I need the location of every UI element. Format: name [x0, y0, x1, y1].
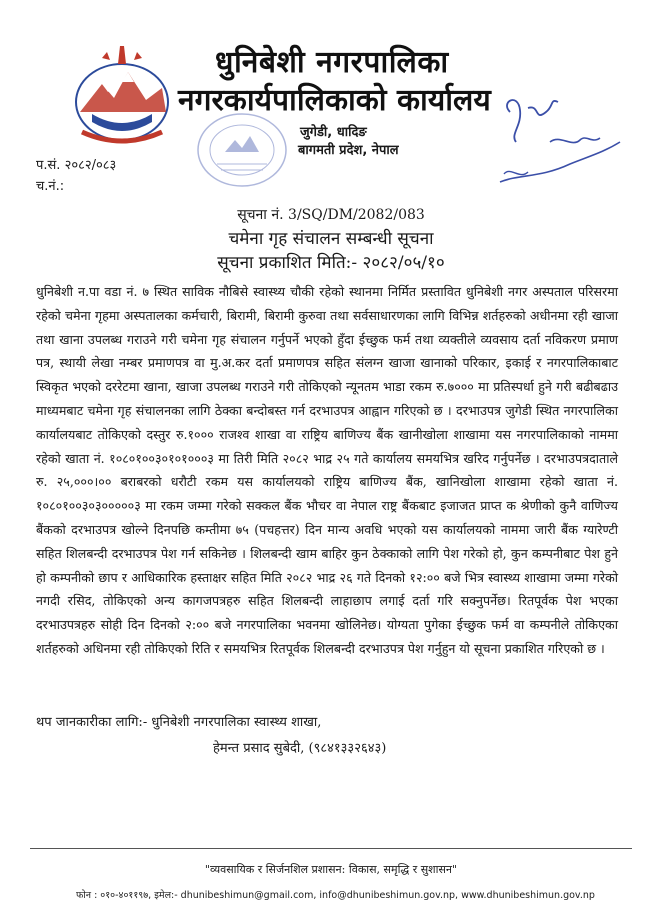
contact-person-line: हेमन्त प्रसाद सुबेदी, (९८४१३३२६४३)	[213, 741, 387, 756]
org-name: धुनिबेशी नगरपालिका	[215, 45, 449, 80]
office-seal	[195, 110, 290, 190]
notice-published-date: सूचना प्रकाशित मिति:- २०८२/०५/१०	[217, 253, 445, 273]
contact-info-line: थप जानकारीका लागि:- धुनिबेशी नगरपालिका स्वास्थ्य शाखा,	[36, 715, 322, 730]
footer-slogan: "व्यवसायिक र सिर्जनशिल प्रशासन: विकास, समृद्धि र सुशासन"	[204, 863, 458, 876]
address-line-2: बागमती प्रदेश, नेपाल	[298, 143, 399, 158]
reference-number: प.सं. २०८२/०८३	[36, 158, 117, 173]
handwritten-signature	[480, 82, 630, 202]
notice-title: चमेना गृह संचालन सम्बन्धी सूचना	[228, 229, 434, 249]
dispatch-number: च.नं.:	[36, 179, 65, 194]
footer-divider	[30, 848, 632, 849]
body-paragraph: धुनिबेशी न.पा वडा नं. ७ स्थित साविक नौबिसे स्वास्थ्य चौकी रहेको स्थानमा निर्मित प्रस्तावित धुनिबेशी नगर अस्पताल परिसरमा रहेको चमेना गृहमा अस्पतालका कर्मचारी, बिरामी, बिरामी कुरुवा तथा सर्वसाधारणका लागि विभिन्न शर्तहरुको अधीनमा रही खाजा तथा खाना उपलब्ध गराउने गरी चमेना गृह संचालन गर्नुपर्ने भएको हुँदा ईच्छुक फर्म तथा व्यक्तीले व्यवसाय दर्ता नविकरण प्रमाण पत्र, स्थायी लेखा नम्बर प्रमाणपत्र वा मु.अ.कर दर्ता प्रमाणपत्र सहित संलग्न खाजा खानाको परिकार, इकाई र नगरपालिकाबाट स्विकृत भएको दररेटमा खाना, खाजा उपलब्ध गराउने गरी तोकिएको न्यूनतम भाडा रकम रु.७००० मा प्रतिस्पर्धा हुने गरी बढीबढाउ माध्यमबाट चमेना गृह संचालनका लागि ठेक्का बन्दोबस्त गर्न दरभाउपत्र आह्वान गरिएको छ । दरभाउपत्र जुगेडी स्थित नगरपालिका कार्यालयबाट तोकिएको दस्तुर रु.१००० राजश्व शाखा वा राष्ट्रिय बाणिज्य बैंक खानीखोला शाखामा यस नगरपालिकाको नाममा रहेको खाता नं. १०८०१००३०१०१०००३ मा तिरी मिति २०८२ भाद्र २५ गते कार्यालय समयभित्र खरिद गर्नुपर्नेछ । दरभाउपत्रदाताले रु. २५,०००।०० बराबरको धरौटी रकम यस कार्यालयको राष्ट्रिय बाणिज्य बैंक, खानिखोला शाखामा रहेको खाता नं. १०८०१००३०३०००००३ मा रकम जम्मा गरेको सक्कल बैंक भौचर वा नेपाल राष्ट्र बैंकबाट इजाजत प्राप्त क श्रेणीको कुनै वाणिज्य बैंकको दरभाउपत्र खोल्ने दिनपछि कम्तीमा ७५ (पचहत्तर) दिन मान्य अवधि भएको यस कार्यालयको नाममा जारी बैंक ग्यारेण्टी सहित शिलबन्दी दरभाउपत्र पेश गर्न सकिनेछ । शिलबन्दी खाम बाहिर कुन ठेक्काको लागि पेश गरेको हो, कुन कम्पनीबाट पेश हुने हो कम्पनीको छाप र आधिकारिक हस्ताक्षर सहित मिति २०८२ भाद्र २६ गते दिनको १२:०० बजे भित्र स्वास्थ्य शाखामा जम्मा गरेको नगदी रसिद, तोकिएको अन्य कागजपत्रहरु सहित शिलबन्दी लाहाछाप लगाई दर्ता गरि सक्नुपर्नेछ। रितपूर्वक पेश भएका दरभाउपत्रहरु सोही दिन दिनको २:०० बजे नगरपालिका भवनमा खोलिनेछ। योग्यता पुगेका ईच्छुक फर्म वा कम्पनीले तोकिएका शर्तहरुको अधिनमा रही तोकिएको रिति र समयभित्र रितपूर्वक शिलबन्दी दरभाउपत्र पेश गर्नुहुन यो सूचना प्रकाशित गरिएको छ ।	[36, 284, 618, 656]
footer-contact: फोन : ०१०-४०११९७, इमेल:- dhunibeshimun@gmail.com, info@dhunibeshimun.gov.np, www.dhunibeshimun.gov.np	[76, 890, 595, 901]
nepal-emblem-logo	[62, 42, 182, 150]
address-line-1: जुगेडी, धादिङ	[300, 125, 367, 140]
office-name: नगरकार्यपालिकाको कार्यालय	[178, 83, 491, 118]
notice-number: सूचना नं. 3/SQ/DM/2082/083	[237, 207, 425, 223]
notice-body	[36, 280, 618, 661]
